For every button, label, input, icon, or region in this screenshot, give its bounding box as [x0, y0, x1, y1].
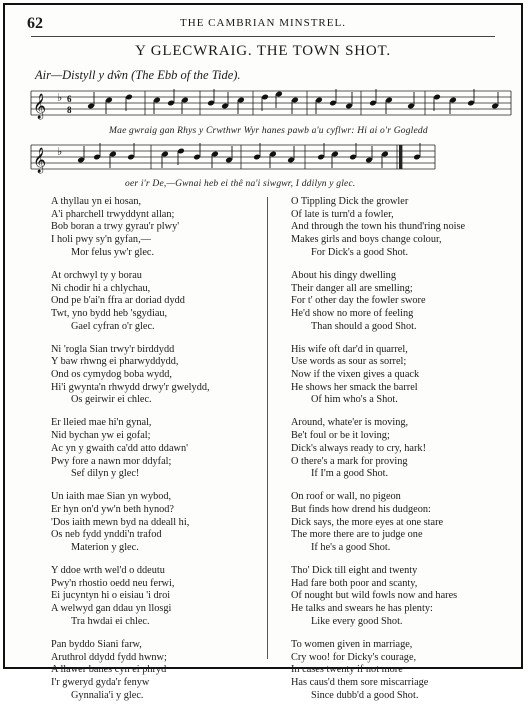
book-page [3, 3, 523, 701]
verse-line: He shows her smack the barrel [291, 381, 418, 393]
verse-line: Makes girls and boys change colour, [291, 234, 442, 246]
music-staff-2 [5, 141, 521, 177]
svg-text:𝄞: 𝄞 [33, 94, 47, 119]
verse-line: Y ddoe wrth wel'd o ddeutu [51, 565, 165, 577]
verse-line: Be't foul or be it loving; [291, 430, 390, 442]
verse-line: Of nought but wild fowls now and hares [291, 590, 458, 602]
verse-line: I'r gweryd gyda'r fenyw [51, 676, 150, 688]
verse-line: Of late is turn'd a fowler, [291, 208, 394, 220]
verse-line: Dick's always ready to cry, hark! [291, 442, 426, 454]
music-staff-1 [5, 87, 521, 123]
english-stanza-6 [291, 565, 465, 629]
verse-line: Twt, yno bydd heb 'sgydiau, [51, 307, 168, 319]
page-number: 62 [27, 15, 43, 32]
verse-line: A thyllau yn ei hosan, [51, 196, 142, 207]
verse-line: Like every good Shot. [311, 615, 403, 627]
song-title: Y GLECWRAIG. THE TOWN SHOT. [135, 43, 391, 59]
verse-line: But finds how drend his dudgeon: [291, 503, 431, 515]
english-stanza-7 [291, 639, 465, 703]
welsh-stanza-3 [51, 344, 210, 408]
verse-line: Mor felus yw'r glec. [71, 246, 155, 258]
verse-line: On roof or wall, no pigeon [291, 491, 401, 503]
welsh-stanza-6 [51, 565, 210, 629]
verse-line: Ni chodir hi a chlychau, [51, 282, 151, 294]
english-verses [291, 196, 465, 713]
verse-line: Ni 'rogla Sian trwy'r birddydd [51, 343, 175, 355]
svg-text:♭: ♭ [57, 92, 63, 104]
verse-line: Cry woo! for Dicky's courage, [291, 651, 417, 663]
verse-line: Un iaith mae Sian yn wybod, [51, 491, 172, 503]
verse-line: Os geirwir ei chlec. [71, 394, 152, 406]
welsh-stanza-7 [51, 639, 210, 703]
welsh-stanza-2 [51, 270, 210, 334]
verse-line: Bob boran a trwy gyrau'r plwy' [51, 221, 180, 233]
welsh-stanza-4 [51, 417, 210, 481]
verse-line: Pwy fore a nawn mor ddyfal; [51, 455, 172, 467]
verse-line: For Dick's a good Shot. [311, 246, 409, 258]
verse-line: Gynnalia'i y glec. [71, 689, 144, 701]
verse-line: Aruthrol ddydd fydd hwnw; [51, 651, 167, 663]
svg-text:6: 6 [67, 94, 72, 104]
verse-line: O there's a mark for proving [291, 455, 408, 467]
welsh-stanza-1 [51, 196, 210, 260]
verse-line: Tho' Dick till eight and twenty [291, 565, 418, 577]
verse-line: A llawer banes cyn ei phryd [51, 664, 167, 676]
welsh-stanza-5 [51, 491, 210, 555]
verse-line: Around, whate'er is moving, [291, 417, 409, 429]
running-head: THE CAMBRIAN MINSTREL. [180, 17, 346, 29]
verse-line: Pwy'n rhostio oedd neu ferwi, [51, 577, 175, 589]
verse-line: He'd show no more of feeling [291, 307, 414, 319]
verse-line: Had fare both poor and scanty, [291, 577, 418, 589]
verse-line: Their danger all are smelling; [291, 282, 413, 294]
verse-line: Hi'i gwynta'n rhwydd drwy'r gwelydd, [51, 381, 210, 393]
svg-text:𝄞: 𝄞 [33, 148, 47, 173]
verse-line: In cases twenty if not more [291, 664, 403, 676]
verse-line: Ac yn y gwaith ca'dd atto ddawn' [51, 442, 188, 454]
svg-text:♭: ♭ [57, 146, 63, 158]
verse-line: Use words as sour as sorrel; [291, 356, 407, 368]
english-stanza-3 [291, 344, 465, 408]
verse-line: Has caus'd them sore miscarriage [291, 676, 429, 688]
verse-line: Pan byddo Siani farw, [51, 638, 142, 650]
verse-line: Than should a good Shot. [311, 320, 417, 332]
verse-line: Materion y glec. [71, 542, 139, 554]
english-stanza-2 [291, 270, 465, 334]
verse-line: At orchwyl ty y borau [51, 269, 142, 281]
verse-line: A welwyd gan ddau yn llosgi [51, 603, 172, 615]
verse-line: Gael cyfran o'r glec. [71, 320, 155, 332]
verse-line: Ei jucyntyn hi o eisiau 'i droi [51, 590, 171, 602]
welsh-verses [51, 196, 210, 713]
verse-line: And through the town his thund'ring noise [291, 221, 466, 233]
verse-line: O Tippling Dick the growler [291, 196, 409, 207]
english-stanza-4 [291, 417, 465, 481]
verse-line: 'Dos iaith mewn byd na ddeall hi, [51, 516, 190, 528]
verse-line: Er hyn on'd yw'n beth hynod? [51, 503, 174, 515]
column-divider [267, 197, 268, 659]
verse-line: About his dingy dwelling [291, 269, 396, 281]
music-lyrics-line-1: Mae gwraig gan Rhys y Crwthwr Wyr hanes pawb a'u cyflwr: Hi ai o'r Gogledd [109, 126, 428, 136]
verse-line: Y baw rhwng ei pharwyddydd, [51, 356, 179, 368]
verse-line: Os neb fydd ynddi'n trafod [51, 529, 162, 541]
verse-line: Since dubb'd a good Shot. [311, 689, 419, 701]
music-lyrics-line-2: oer i'r De,—Gwnai heb ei thê na'i siwgwr, I ddilyn y glec. [125, 179, 356, 189]
verse-line: Ond pe b'ai'n ffra ar doriad dydd [51, 295, 185, 307]
verse-line: Tra hwdai ei chlec. [71, 615, 150, 627]
verse-line: Ond os cymydog boba wydd, [51, 369, 172, 381]
verse-line: Er lleied mae hi'n gynal, [51, 417, 152, 429]
verse-line: Of him who's a Shot. [311, 394, 398, 406]
air-label: Air—Distyll y dŵn (The Ebb of the Tide). [35, 68, 241, 82]
verse-line: If he's a good Shot. [311, 542, 391, 554]
verse-line: He talks and swears he has plenty: [291, 603, 433, 615]
verse-line: Dick says, the more eyes at one stare [291, 516, 444, 528]
verse-line: Now if the vixen gives a quack [291, 369, 420, 381]
english-stanza-1 [291, 196, 465, 260]
verse-line: Sef dilyn y glec! [71, 468, 140, 480]
english-stanza-5 [291, 491, 465, 555]
verse-line: The more there are to judge one [291, 529, 423, 541]
svg-text:8: 8 [67, 105, 72, 115]
verse-line: His wife oft dar'd in quarrel, [291, 343, 408, 355]
verse-line: If I'm a good Shot. [311, 468, 389, 480]
verse-line: A'i pharchell trwyddynt allan; [51, 208, 175, 220]
verse-line: Nid bychan yw ei gofal; [51, 430, 151, 442]
header-rule [31, 36, 495, 37]
verse-line: For t' other day the fowler swore [291, 295, 426, 307]
verse-line: I holi pwy sy'n gyfan,— [51, 234, 151, 246]
verse-line: To women given in marriage, [291, 638, 413, 650]
